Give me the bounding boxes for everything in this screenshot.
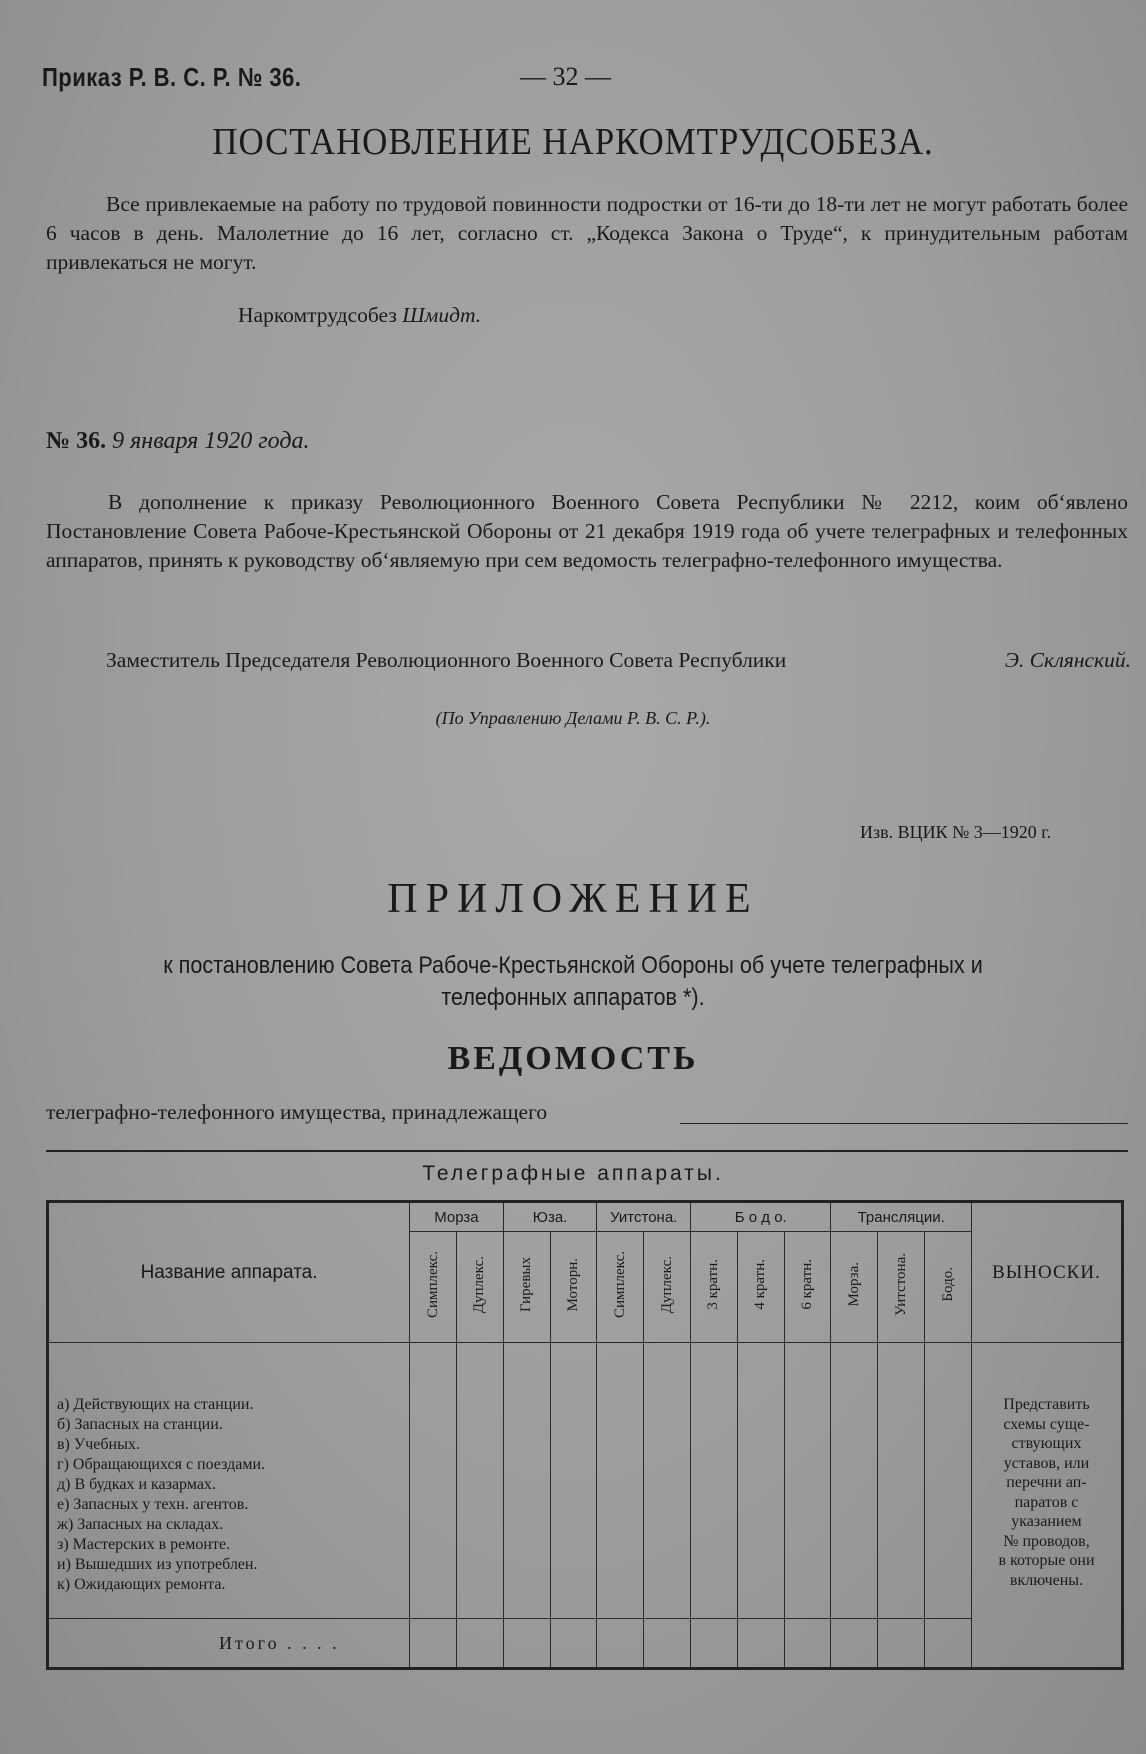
- remark-line: перечни ап-: [1006, 1474, 1087, 1491]
- col-hughes-motor: Моторн.: [550, 1232, 597, 1343]
- order-paragraph: В дополнение к приказу Революционного Военного Совета Республики № 2212, коим об‘явлено Постановление Совета Рабоче-Крестьянской Обороны от 21 декабря 1919 года об учете телеграфных и телефонных аппаратов, принять к руководству об‘являемую при сем ведомость телеграфно-телефонного имущества.: [46, 490, 1128, 572]
- data-cell: [550, 1343, 597, 1619]
- category-item: е) Запасных у техн. агентов.: [57, 1496, 249, 1513]
- page-number: — 32 —: [520, 62, 611, 91]
- appendix-subtitle-line2: телефонных аппаратов *).: [441, 984, 705, 1011]
- group-hughes: Юза.: [503, 1202, 597, 1232]
- category-item: з) Мастерских в ремонте.: [57, 1536, 231, 1553]
- remark-line: уставов, или: [1003, 1454, 1090, 1472]
- order-text: [46, 488, 1128, 575]
- data-cell: [503, 1343, 550, 1619]
- total-cell: [925, 1619, 972, 1669]
- category-item: а) Действующих на станции.: [57, 1396, 254, 1413]
- total-cell: [737, 1619, 784, 1669]
- data-cell: [691, 1343, 738, 1619]
- col-relay-morse: Морза.: [831, 1232, 878, 1343]
- group-wheatstone: Уитстона.: [597, 1202, 691, 1232]
- order-signature-title: Заместитель Председателя Революционного Военного Совета Республики: [106, 648, 787, 672]
- data-cell: [925, 1343, 972, 1619]
- category-item: б) Запасных на станции.: [57, 1416, 223, 1433]
- decree-paragraph: Все привлекаемые на работу по трудовой повинности подростки от 16-ти до 18-ти лет не могут работать более 6 часов в день. Малолетние до 16 лет, согласно ст. „Кодекса Закона о Труде“, к принудительным работам привлекаться не могут.: [46, 192, 1128, 274]
- col-baudot-6: 6 кратн.: [784, 1232, 831, 1343]
- remark-line: схемы суще-: [1003, 1415, 1090, 1433]
- total-row: [48, 1619, 1123, 1669]
- total-cell: [691, 1619, 738, 1669]
- statement-title: ВЕДОМОСТЬ: [447, 1040, 699, 1077]
- remarks-header: ВЫНОСКИ.: [971, 1202, 1122, 1343]
- total-cell: [784, 1619, 831, 1669]
- group-morse: Морза: [410, 1202, 504, 1232]
- categories-row: [48, 1343, 1123, 1619]
- source-reference: Изв. ВЦИК № 3—1920 г.: [860, 822, 1052, 842]
- data-cell: [597, 1343, 644, 1619]
- category-item: к) Ожидающих ремонта.: [57, 1576, 226, 1593]
- remark-line: в которые они: [998, 1552, 1095, 1569]
- category-item: д) В будках и казармах.: [57, 1476, 216, 1493]
- total-cell: [831, 1619, 878, 1669]
- total-label: Итого . . . .: [48, 1619, 410, 1669]
- decree-title: ПОСТАНОВЛЕНИЕ НАРКОМТРУДСОБЕЗА.: [212, 121, 934, 163]
- order-signature: [106, 648, 1131, 673]
- belonging-blank-line: [680, 1123, 1128, 1124]
- data-cell: [878, 1343, 925, 1619]
- category-item: ж) Запасных на складах.: [57, 1516, 224, 1533]
- total-cell: [410, 1619, 457, 1669]
- remark-line: указанием: [1011, 1513, 1082, 1530]
- group-relays: Трансляции.: [831, 1202, 971, 1232]
- decree-signature-name: Шмидт.: [402, 303, 482, 327]
- total-cell: [503, 1619, 550, 1669]
- col-relay-baudot: Бодо.: [925, 1232, 972, 1343]
- total-cell: [644, 1619, 691, 1669]
- order-heading: [46, 428, 309, 455]
- data-cell: [737, 1343, 784, 1619]
- appendix-title: ПРИЛОЖЕНИЕ: [387, 876, 759, 922]
- order-date: 9 января 1920 года.: [112, 428, 310, 454]
- col-baudot-3: 3 кратн.: [691, 1232, 738, 1343]
- remark-line: включены.: [1009, 1571, 1084, 1589]
- order-reference: Приказ Р. В. С. Р. № 36.: [42, 62, 302, 92]
- order-signature-name: Э. Склянский.: [1004, 648, 1131, 672]
- appendix-subtitle-line1: к постановлению Совета Рабоче-Крестьянской Обороны об учете телеграфных и: [163, 952, 983, 979]
- category-list: [48, 1343, 410, 1619]
- divider: [46, 1150, 1128, 1152]
- remark-line: паратов с: [1014, 1493, 1079, 1511]
- order-number: № 36.: [46, 428, 107, 454]
- by-order-note: (По Управлению Делами Р. В. С. Р.).: [435, 708, 711, 728]
- data-cell: [644, 1343, 691, 1619]
- total-cell: [456, 1619, 503, 1669]
- total-cell: [878, 1619, 925, 1669]
- col-relay-wheatstone: Уитстона.: [878, 1232, 925, 1343]
- category-item: в) Учебных.: [57, 1436, 140, 1453]
- col-morse-duplex: Дуплекс.: [456, 1232, 503, 1343]
- category-item: г) Обращающихся с поездами.: [57, 1456, 266, 1473]
- group-baudot: Б о д о.: [691, 1202, 831, 1232]
- inventory-table: [46, 1200, 1124, 1670]
- decree-text: [46, 190, 1128, 277]
- remark-line: ствующих: [1011, 1435, 1082, 1452]
- section-title: Телеграфные аппараты.: [422, 1162, 724, 1185]
- data-cell: [456, 1343, 503, 1619]
- col-morse-simplex: Симплекс.: [410, 1232, 457, 1343]
- data-cell: [410, 1343, 457, 1619]
- name-header: Название аппарата.: [48, 1202, 410, 1343]
- decree-signature: [238, 303, 481, 328]
- total-cell: [550, 1619, 597, 1669]
- col-hughes-weight: Гиревых: [503, 1232, 550, 1343]
- col-wheatstone-duplex: Дуплекс.: [644, 1232, 691, 1343]
- col-wheatstone-simplex: Симплекс.: [597, 1232, 644, 1343]
- col-baudot-4: 4 кратн.: [737, 1232, 784, 1343]
- group-header-row: [48, 1202, 1123, 1232]
- total-cell: [597, 1619, 644, 1669]
- category-item: и) Вышедших из употреблен.: [57, 1556, 258, 1573]
- data-cell: [784, 1343, 831, 1619]
- decree-signature-title: Наркомтрудсобез: [238, 303, 397, 327]
- belonging-label: телеграфно-телефонного имущества, принадлежащего: [46, 1100, 548, 1124]
- data-cell: [831, 1343, 878, 1619]
- remarks-cell: [971, 1343, 1122, 1669]
- remark-line: № проводов,: [1003, 1532, 1090, 1550]
- remark-line: Представить: [1003, 1396, 1090, 1413]
